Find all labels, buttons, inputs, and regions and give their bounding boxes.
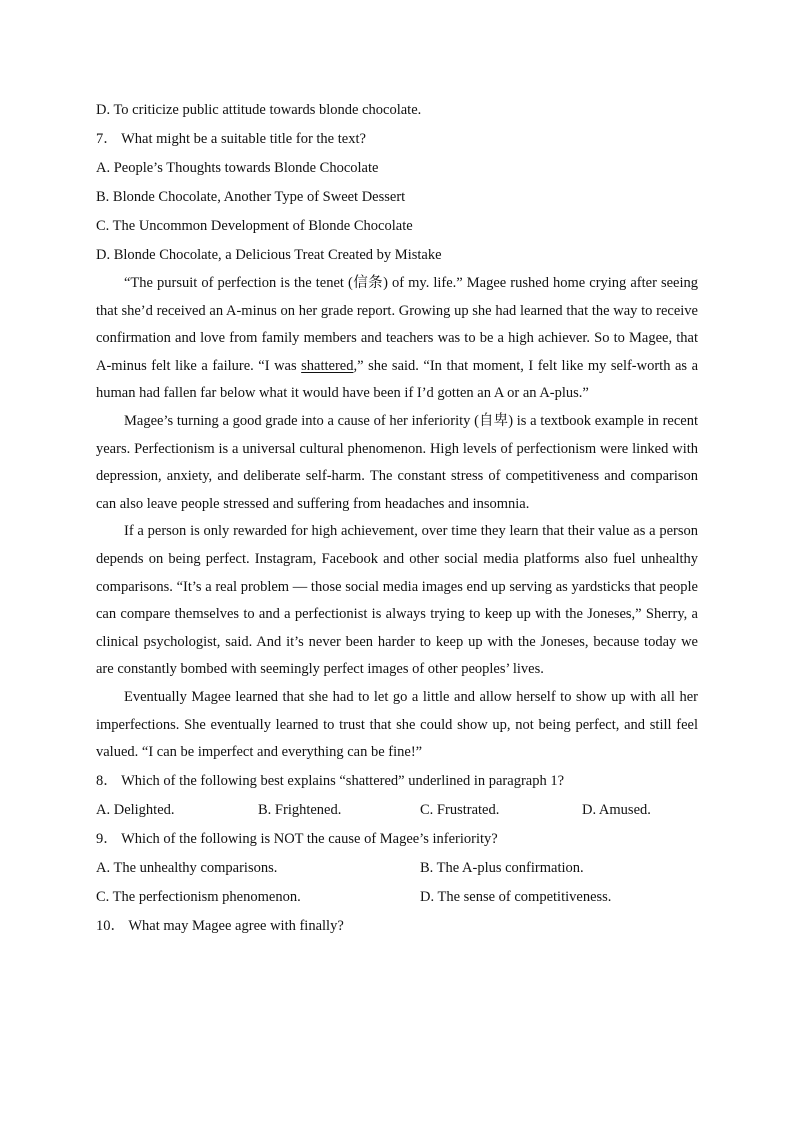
passage-paragraph-4: Eventually Magee learned that she had to let go a little and allow herself to show up with all her imperfections. She eventually learned to trust that she could show up, not being perfect, and still feel valued. “I can be imperfect and everything can be fine!”	[96, 688, 698, 761]
q8-option-a: A. Delighted.	[96, 801, 175, 818]
document-body	[96, 96, 698, 941]
underlined-word: shattered	[301, 357, 354, 374]
q8-stem: 8． Which of the following best explains “shattered” underlined in paragraph 1?	[96, 772, 565, 789]
q7-option-a: A. People’s Thoughts towards Blonde Chocolate	[96, 160, 379, 176]
q7-stem: 7． What might be a suitable title for the text?	[96, 131, 366, 147]
q9-option-a: A. The unhealthy comparisons.	[96, 859, 278, 876]
q8-option-b: B. Frightened.	[258, 801, 342, 818]
passage-paragraph-2: Magee’s turning a good grade into a cause of her inferiority (自卑) is a textbook example in recent years. Perfectionism is a universal cultural phenomenon. High levels of perfectionism were linked with depression, anxiety, and deliberate self-harm. The constant stress of competitiveness and comparison can also leave people stressed and suffering from headaches and insomnia.	[96, 412, 698, 512]
q10-stem: 10． What may Magee agree with finally?	[96, 917, 344, 934]
passage-paragraph-1	[96, 270, 698, 408]
p1-text-a: “The pursuit of perfection is the tenet (信条) of my. life.” Magee rushed home crying after seeing that she’d received an A-minus on her grade report. Growing up she had learned that the way to receive confirmation and love from family members and teachers was to be a high achiever. So to Magee, that A-minus felt like a failure. “I was	[96, 275, 698, 374]
passage-paragraph-3: If a person is only rewarded for high achievement, over time they learn that their value as a person depends on being perfect. Instagram, Facebook and other social media platforms also fuel unhealthy comparisons. “It’s a real problem — those social media images end up serving as yardsticks that people can compare themselves to and a perfectionist is always trying to keep up with the Joneses,” Sherry, a clinical psychologist, said. And it’s never been harder to keep up with the Joneses, because today we are constantly bombed with seemingly perfect images of other peoples’ lives.	[96, 523, 698, 678]
q9-options-row-1	[96, 854, 698, 883]
q6-option-d: D. To criticize public attitude towards blonde chocolate.	[96, 102, 422, 118]
q8-options	[96, 796, 698, 825]
q9-option-c: C. The perfectionism phenomenon.	[96, 888, 301, 905]
q7-option-d: D. Blonde Chocolate, a Delicious Treat Created by Mistake	[96, 247, 442, 263]
q9-option-b: B. The A-plus confirmation.	[420, 859, 584, 876]
q8-option-c: C. Frustrated.	[420, 801, 500, 818]
q7-option-c: C. The Uncommon Development of Blonde Chocolate	[96, 218, 413, 234]
q8-option-d: D. Amused.	[582, 801, 651, 818]
p1-text-b: ,” she said. “In that moment, I felt like my self-worth as a human had fallen far below what it would have been if I’d gotten an A or an A-plus.”	[96, 357, 699, 402]
q9-options-row-2	[96, 883, 698, 912]
q7-option-b: B. Blonde Chocolate, Another Type of Sweet Dessert	[96, 189, 406, 205]
q9-option-d: D. The sense of competitiveness.	[420, 888, 612, 905]
q9-stem: 9． Which of the following is NOT the cause of Magee’s inferiority?	[96, 830, 498, 847]
